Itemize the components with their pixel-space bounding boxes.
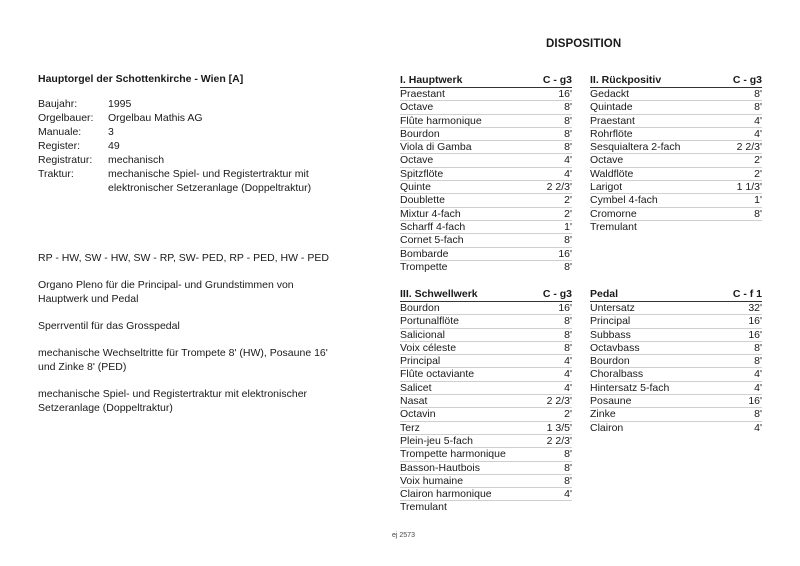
stop-list: [590, 88, 762, 233]
stop-row: [400, 88, 572, 101]
stop-pitch: 2 2/3': [736, 141, 762, 154]
stop-pitch: 1 3/5': [546, 421, 572, 434]
stop-name: Plein-jeu 5-fach: [400, 434, 473, 447]
stop-row: [400, 368, 572, 381]
stop-row: [590, 128, 762, 141]
stop-pitch: 8': [754, 207, 762, 220]
stop-pitch: 4': [564, 167, 572, 180]
stop-name: Cromorne: [590, 207, 637, 220]
fact-label: Traktur:: [38, 168, 74, 180]
fact-row: [38, 97, 338, 111]
stop-row: [400, 488, 572, 501]
fact-value: mechanische Spiel- und Registertraktur mit elektronischer Setzeranlage (Doppeltraktur): [108, 168, 312, 194]
stop-list: [590, 302, 762, 434]
stop-row: [400, 115, 572, 128]
stop-name: Bourdon: [400, 127, 440, 140]
stop-row: [400, 435, 572, 448]
stop-row: [590, 342, 762, 355]
stop-row: [400, 248, 572, 261]
stop-name: Salicional: [400, 328, 445, 341]
stop-list: [400, 88, 572, 273]
division-name: I. Hauptwerk: [400, 74, 463, 86]
stop-pitch: 4': [754, 421, 762, 434]
division-range: C - f 1: [732, 288, 762, 300]
stop-pitch: 8': [564, 101, 572, 114]
stop-pitch: 32': [748, 302, 762, 314]
division-header: [590, 288, 762, 302]
stop-name: Posaune: [590, 395, 632, 408]
stop-row: [400, 141, 572, 154]
stop-name: Sesquialtera 2-fach: [590, 141, 681, 154]
fact-label: Registratur:: [38, 154, 93, 166]
stop-pitch: 8': [754, 408, 762, 421]
stop-pitch: 2': [754, 154, 762, 167]
stop-row: [590, 168, 762, 181]
stop-pitch: 16': [748, 395, 762, 408]
stop-pitch: 8': [754, 88, 762, 100]
stop-row: [590, 115, 762, 128]
division-schwellwerk: [400, 288, 572, 514]
stop-name: Viola di Gamba: [400, 141, 472, 154]
footer-code: ej 2573: [392, 532, 415, 539]
stop-pitch: 8': [564, 448, 572, 461]
fact-value: 1995: [108, 98, 132, 110]
stop-name: Praestant: [590, 114, 635, 127]
stop-name: Basson-Hautbois: [400, 461, 480, 474]
division-name: II. Rückpositiv: [590, 74, 662, 86]
note-paragraph: mechanische Wechseltritte für Trompete 8' (HW), Posaune 16' und Zinke 8' (PED): [38, 347, 328, 373]
stop-row: [590, 221, 762, 233]
stop-row: [590, 208, 762, 221]
stop-row: [590, 329, 762, 342]
couplers-line: RP - HW, SW - HW, SW - RP, SW- PED, RP - PED, HW - PED: [38, 252, 329, 264]
stop-name: Tremulant: [590, 220, 637, 233]
fact-label: Baujahr:: [38, 98, 78, 110]
stop-row: [400, 221, 572, 234]
stop-row: [400, 475, 572, 488]
stop-name: Cornet 5-fach: [400, 234, 464, 247]
stop-pitch: 1': [564, 220, 572, 233]
stop-row: [400, 342, 572, 355]
fact-value: 3: [108, 126, 114, 138]
stop-pitch: 8': [564, 260, 572, 273]
stop-name: Octave: [590, 154, 624, 167]
stop-row: [590, 355, 762, 368]
stop-pitch: 16': [558, 88, 572, 100]
stop-row: [400, 302, 572, 315]
stop-pitch: 4': [754, 114, 762, 127]
stop-name: Voix céleste: [400, 341, 457, 354]
stop-row: [400, 395, 572, 408]
stop-name: Subbass: [590, 328, 631, 341]
stop-row: [400, 168, 572, 181]
stop-row: [400, 128, 572, 141]
stop-pitch: 16': [748, 328, 762, 341]
stop-pitch: 8': [564, 474, 572, 487]
stop-row: [400, 194, 572, 207]
stop-name: Gedackt: [590, 88, 630, 100]
stop-pitch: 2 2/3': [546, 434, 572, 447]
stop-row: [590, 395, 762, 408]
fact-label: Orgelbauer:: [38, 112, 94, 124]
division-header: [400, 74, 572, 88]
stop-name: Trompette: [400, 260, 448, 273]
stop-pitch: 4': [754, 368, 762, 381]
division-header: [400, 288, 572, 302]
note-paragraph: Organo Pleno für die Principal- und Grundstimmen von Hauptwerk und Pedal: [38, 279, 294, 305]
stop-pitch: 8': [564, 141, 572, 154]
fact-row: [38, 153, 338, 167]
fact-label: Register:: [38, 140, 81, 152]
stop-row: [400, 501, 572, 513]
stop-pitch: 2': [564, 408, 572, 421]
stop-row: [400, 329, 572, 342]
stop-row: [590, 154, 762, 167]
stop-row: [590, 422, 762, 434]
division-name: Pedal: [590, 288, 619, 300]
stop-row: [400, 208, 572, 221]
stop-name: Nasat: [400, 395, 428, 408]
stop-pitch: 2': [564, 194, 572, 207]
stop-name: Trompette harmonique: [400, 448, 506, 461]
stop-name: Scharff 4-fach: [400, 220, 466, 233]
stop-pitch: 8': [754, 355, 762, 368]
stop-pitch: 16': [558, 302, 572, 314]
stop-pitch: 4': [564, 381, 572, 394]
stop-name: Salicet: [400, 381, 432, 394]
stop-pitch: 8': [564, 328, 572, 341]
division-header: [590, 74, 762, 88]
stop-pitch: 16': [558, 247, 572, 260]
stop-pitch: 8': [564, 341, 572, 354]
stop-name: Bourdon: [400, 302, 440, 314]
stop-name: Tremulant: [400, 501, 447, 514]
stop-name: Mixtur 4-fach: [400, 207, 461, 220]
stop-pitch: 2 2/3': [546, 181, 572, 194]
stop-name: Choralbass: [590, 368, 644, 381]
stop-pitch: 8': [564, 315, 572, 328]
stop-name: Quintade: [590, 101, 633, 114]
division-range: C - g3: [732, 74, 762, 86]
stop-name: Larigot: [590, 181, 623, 194]
stop-name: Waldflöte: [590, 167, 634, 180]
fact-label: Manuale:: [38, 126, 82, 138]
stop-row: [590, 88, 762, 101]
stop-row: [400, 422, 572, 435]
organ-info: [38, 73, 338, 195]
stop-pitch: 16': [748, 315, 762, 328]
stop-name: Praestant: [400, 88, 445, 100]
stop-name: Octave: [400, 154, 434, 167]
stop-row: [590, 408, 762, 421]
stop-pitch: 4': [564, 488, 572, 501]
organ-title: Hauptorgel der Schottenkirche - Wien [A]: [38, 73, 244, 85]
fact-row: [38, 139, 338, 153]
note-paragraph: mechanische Spiel- und Registertraktur mit elektronischer Setzeranlage (Doppeltraktur): [38, 388, 308, 414]
stop-pitch: 4': [564, 154, 572, 167]
stop-name: Octavbass: [590, 341, 640, 354]
stop-pitch: 2': [564, 207, 572, 220]
stop-row: [400, 355, 572, 368]
fact-row: [38, 111, 338, 125]
stop-pitch: 4': [564, 368, 572, 381]
division-hauptwerk: [400, 74, 572, 273]
stop-row: [400, 261, 572, 273]
stop-row: [590, 382, 762, 395]
stop-row: [400, 315, 572, 328]
stop-pitch: 1 1/3': [736, 181, 762, 194]
stop-name: Untersatz: [590, 302, 635, 314]
stop-name: Octavin: [400, 408, 436, 421]
stop-row: [590, 101, 762, 114]
stop-row: [400, 462, 572, 475]
stop-row: [590, 315, 762, 328]
stop-name: Bombarde: [400, 247, 449, 260]
stop-name: Doublette: [400, 194, 445, 207]
stop-name: Clairon: [590, 421, 624, 434]
stop-pitch: 8': [564, 234, 572, 247]
note-paragraph: Sperrventil für das Grosspedal: [38, 320, 180, 332]
stop-row: [400, 181, 572, 194]
stop-pitch: 8': [564, 127, 572, 140]
stop-row: [400, 382, 572, 395]
stop-name: Flûte harmonique: [400, 114, 482, 127]
stop-row: [400, 154, 572, 167]
stop-pitch: 1': [754, 194, 762, 207]
stop-pitch: 8': [564, 461, 572, 474]
stop-name: Clairon harmonique: [400, 488, 492, 501]
stop-list: [400, 302, 572, 514]
organ-facts-table: [38, 97, 338, 195]
stop-pitch: 8': [564, 114, 572, 127]
fact-value: 49: [108, 140, 120, 152]
stop-row: [590, 368, 762, 381]
stop-name: Bourdon: [590, 355, 630, 368]
stop-pitch: 2 2/3': [546, 395, 572, 408]
stop-name: Hintersatz 5-fach: [590, 381, 670, 394]
fact-row: [38, 167, 338, 195]
division-rueckpositiv: [590, 74, 762, 233]
stop-pitch: 4': [754, 127, 762, 140]
notes: [38, 278, 328, 428]
stop-row: [400, 234, 572, 247]
stop-name: Octave: [400, 101, 434, 114]
stop-row: [590, 194, 762, 207]
stop-row: [590, 181, 762, 194]
stop-pitch: 8': [754, 101, 762, 114]
division-pedal: [590, 288, 762, 434]
stop-pitch: 8': [754, 341, 762, 354]
stop-name: Principal: [400, 355, 441, 368]
page-title: DISPOSITION: [546, 38, 622, 50]
fact-value: Orgelbau Mathis AG: [108, 112, 203, 124]
stop-name: Rohrflöte: [590, 127, 633, 140]
stop-row: [590, 141, 762, 154]
stop-row: [400, 408, 572, 421]
stop-name: Voix humaine: [400, 474, 464, 487]
division-range: C - g3: [542, 74, 572, 86]
stop-name: Flûte octaviante: [400, 368, 475, 381]
fact-row: [38, 125, 338, 139]
stop-name: Principal: [590, 315, 631, 328]
division-range: C - g3: [542, 288, 572, 300]
stop-pitch: 2': [754, 167, 762, 180]
stop-row: [400, 101, 572, 114]
division-name: III. Schwellwerk: [400, 288, 478, 300]
stop-name: Terz: [400, 421, 420, 434]
fact-value: mechanisch: [108, 154, 165, 166]
stop-pitch: 4': [754, 381, 762, 394]
stop-row: [590, 302, 762, 315]
stop-name: Quinte: [400, 181, 431, 194]
stop-name: Portunalflöte: [400, 315, 459, 328]
stop-name: Cymbel 4-fach: [590, 194, 658, 207]
stop-name: Zinke: [590, 408, 616, 421]
stop-name: Spitzflöte: [400, 167, 444, 180]
stop-pitch: 4': [564, 355, 572, 368]
stop-row: [400, 448, 572, 461]
